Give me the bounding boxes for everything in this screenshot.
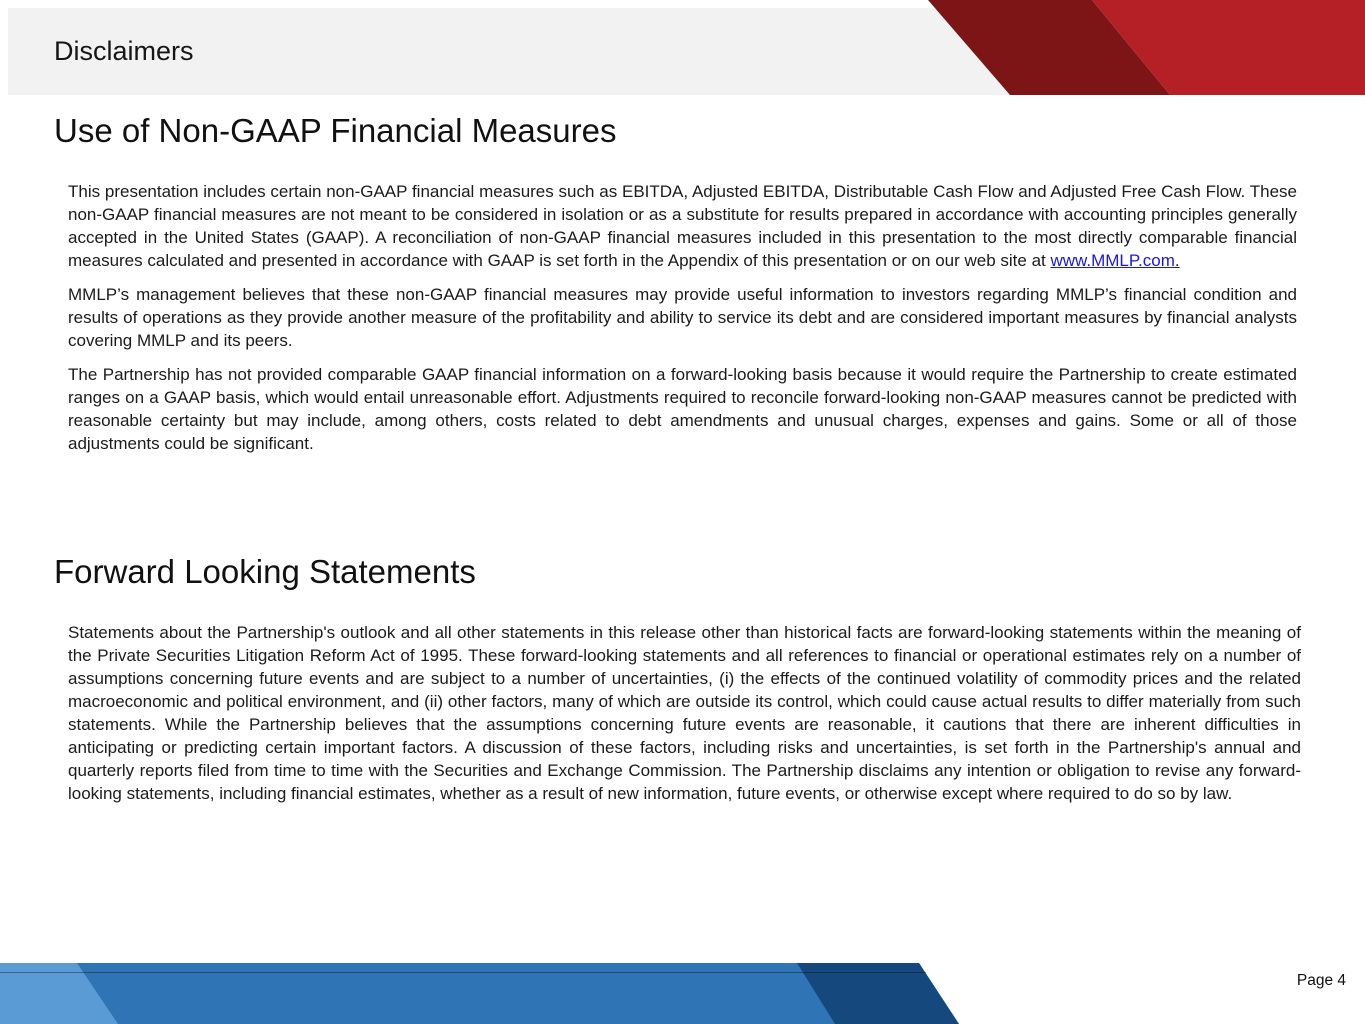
paragraph: Statements about the Partnership's outlook and all other statements in this release other than historical facts are forward-looking statements within the meaning of the Private Securities Litigation Reform Act of 1995. These forward-looking statements and all references to financial or operational estimates rely on a number of assumptions concerning future events and are subject to a number of uncertainties, (i) the effects of the continued volatility of commodity prices and the related macroeconomic and political environment, and (ii) other factors, many of which are outside its control, which could cause actual results to differ materially from such statements. While the Partnership believes that the assumptions concerning future events are reasonable, it cautions that there are inherent difficulties in anticipating or predicting certain important factors. A discussion of these factors, including risks and uncertainties, is set forth in the Partnership's annual and quarterly reports filed from time to time with the Securities and Exchange Commission. The Partnership disclaims any intention or obligation to revise any forward-looking statements, including financial estimates, whether as a result of new information, future events, or otherwise except where required to do so by law. (68, 623, 1301, 803)
mmlp-website-link[interactable]: www.MMLP.com (1050, 251, 1175, 270)
paragraph-text: This presentation includes certain non-GAAP financial measures such as EBITDA, Adjusted EBITDA, Distributable Cash Flow and Adjusted Free Cash Flow. These non-GAAP financial measures are not meant to be considered in isolation or as a substitute for results prepared in accordance with accounting principles generally accepted in the United States (GAAP). A reconciliation of non-GAAP financial measures included in this presentation to the most directly comparable financial measures calculated and presented in accordance with GAAP is set forth in the Appendix of this presentation or on our web site at (68, 182, 1297, 270)
slide-title: Disclaimers (54, 36, 194, 66)
section-heading-non-gaap: Use of Non-GAAP Financial Measures (54, 112, 617, 149)
paragraph: MMLP’s management believes that these non-GAAP financial measures may provide useful information to investors regarding MMLP’s financial condition and results of operations as they provide another measure of the profitability and ability to service its debt and are considered important measures by financial analysts covering MMLP and its peers. (68, 285, 1297, 350)
paragraph (68, 180, 1297, 272)
footer-band (0, 963, 1365, 1024)
section-body-non-gaap (68, 180, 1297, 455)
link-trailing-period: . (1174, 251, 1180, 270)
paragraph: The Partnership has not provided comparable GAAP financial information on a forward-looking basis because it would require the Partnership to create estimated ranges on a GAAP basis, which would entail unreasonable effort. Adjustments required to reconcile forward-looking non-GAAP measures cannot be predicted with reasonable certainty but may include, among others, costs related to debt amendments and unusual charges, expenses and gains. Some or all of those adjustments could be significant. (68, 365, 1297, 453)
section-body-forward-looking (68, 621, 1301, 805)
footer-divider-line (0, 972, 926, 973)
section-heading-forward-looking: Forward Looking Statements (54, 553, 476, 590)
page-number: Page 4 (1296, 972, 1346, 989)
